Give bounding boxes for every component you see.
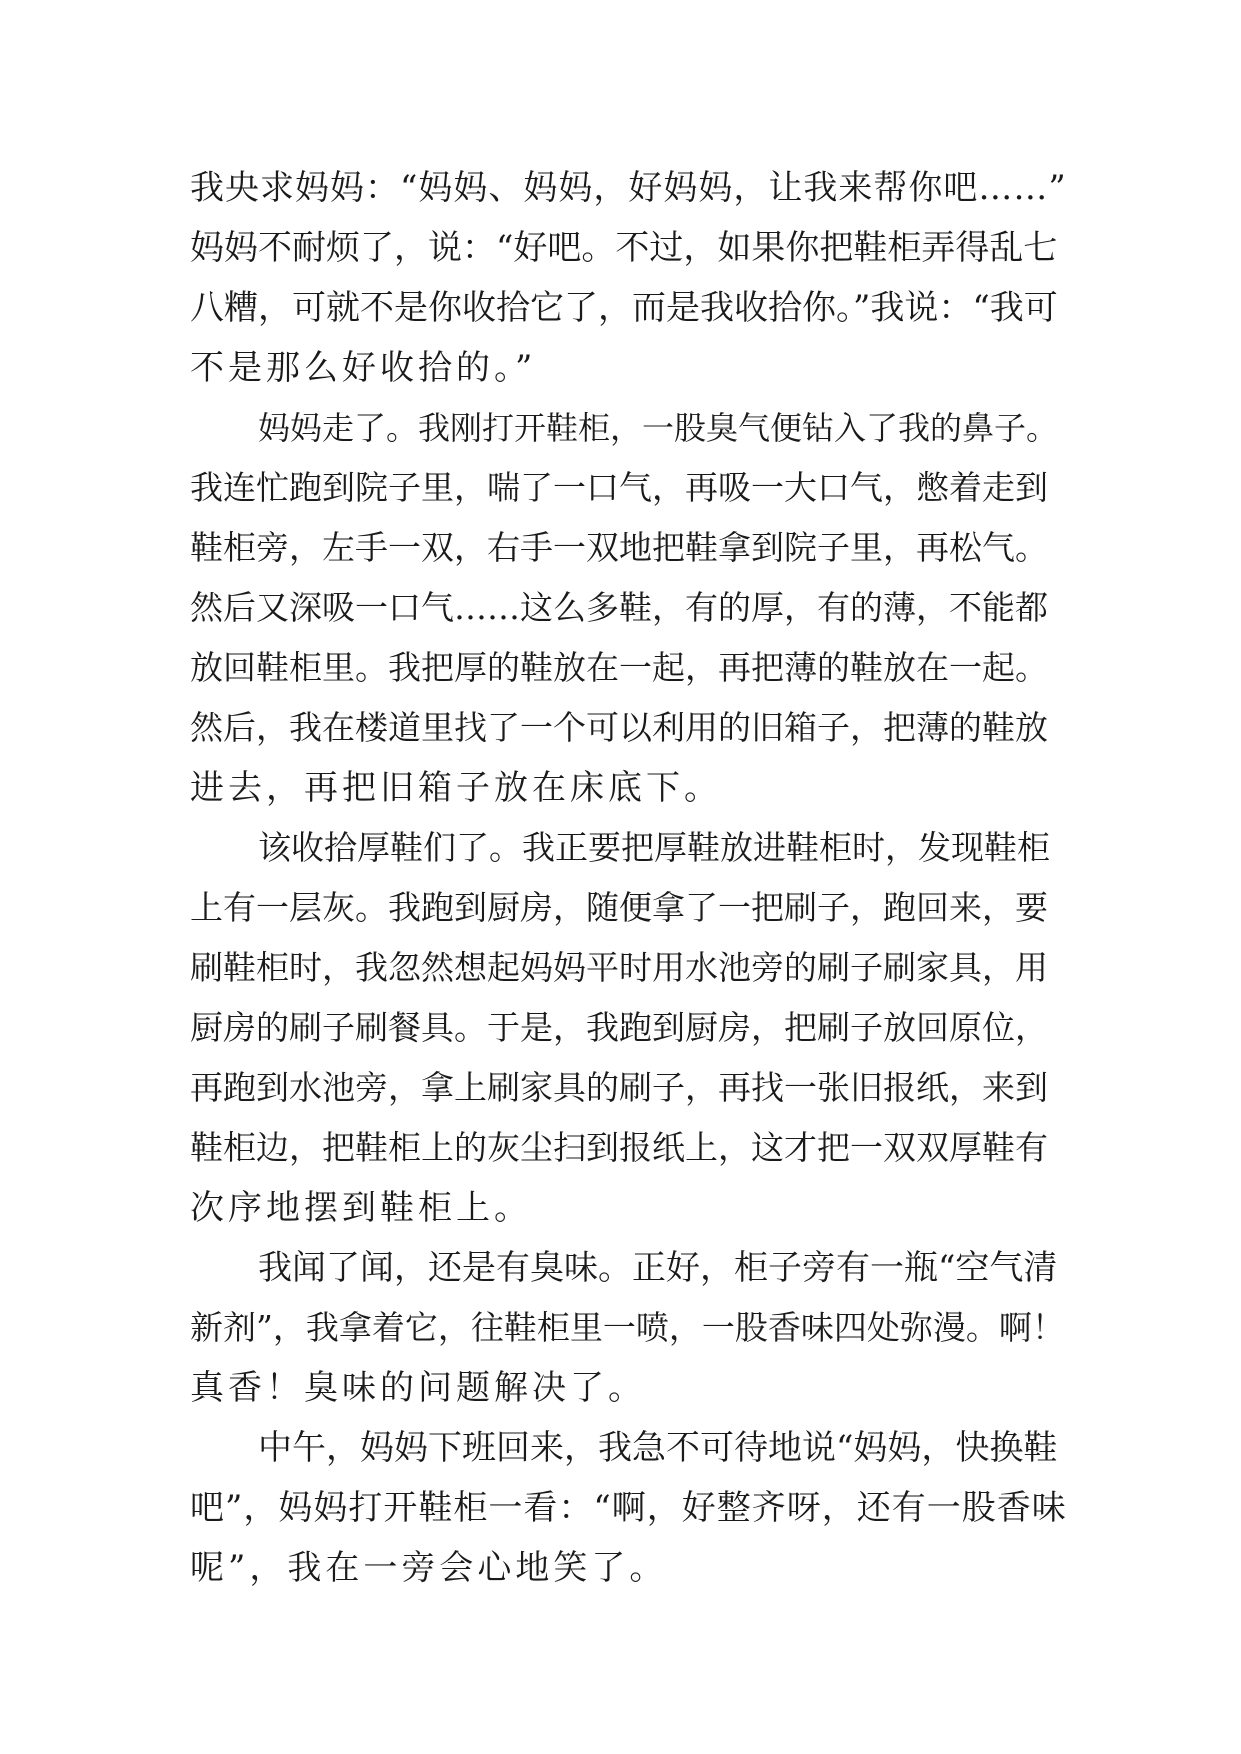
- text-line: 进去，再把旧箱子放在床底下。: [190, 768, 722, 808]
- text-line: 妈妈不耐烦了，说：“好吧。不过，如果你把鞋柜弄得乱七: [190, 228, 1058, 268]
- text-line: 鞋柜边，把鞋柜上的灰尘扫到报纸上，这才把一双双厚鞋有: [190, 1128, 1048, 1167]
- body-text: [190, 158, 1070, 1598]
- text-line: 然后又深吸一口气……这么多鞋，有的厚，有的薄，不能都: [190, 588, 1048, 627]
- text-line: 我央求妈妈：“妈妈、妈妈，好妈妈，让我来帮你吧……”: [190, 168, 1067, 208]
- text-line: 然后，我在楼道里找了一个可以利用的旧箱子，把薄的鞋放: [190, 708, 1048, 747]
- text-line: 吧”，妈妈打开鞋柜一看：“啊，好整齐呀，还有一股香味: [190, 1488, 1067, 1528]
- text-line: 我连忙跑到院子里，喘了一口气，再吸一大口气，憋着走到: [190, 468, 1048, 507]
- text-line: 鞋柜旁，左手一双，右手一双地把鞋拿到院子里，再松气。: [190, 528, 1048, 567]
- text-line: 厨房的刷子刷餐具。于是，我跑到厨房，把刷子放回原位，: [190, 1008, 1048, 1047]
- text-line: 中午，妈妈下班回来，我急不可待地说“妈妈，快换鞋: [258, 1428, 1058, 1468]
- text-line: 再跑到水池旁，拿上刷家具的刷子，再找一张旧报纸，来到: [190, 1068, 1048, 1107]
- text-line: 上有一层灰。我跑到厨房，随便拿了一把刷子，跑回来，要: [190, 888, 1048, 927]
- text-line: 呢”，我在一旁会心地笑了。: [190, 1548, 668, 1588]
- text-line: 真香！臭味的问题解决了。: [190, 1368, 646, 1408]
- text-line: 刷鞋柜时，我忽然想起妈妈平时用水池旁的刷子刷家具，用: [190, 948, 1048, 987]
- text-line: 新剂”，我拿着它，往鞋柜里一喷，一股香味四处弥漫。啊！: [190, 1308, 1065, 1347]
- text-line: 该收拾厚鞋们了。我正要把厚鞋放进鞋柜时，发现鞋柜: [258, 828, 1050, 867]
- text-line: 八糟，可就不是你收拾它了，而是我收拾你。”我说：“我可: [190, 288, 1058, 328]
- text-line: 妈妈走了。我刚打开鞋柜，一股臭气便钻入了我的鼻子。: [258, 409, 1059, 447]
- text-line: 我闻了闻，还是有臭味。正好，柜子旁有一瓶“空气清: [258, 1248, 1058, 1288]
- text-line: 次序地摆到鞋柜上。: [190, 1188, 532, 1228]
- text-line: 不是那么好收拾的。”: [190, 348, 537, 388]
- text-line: 放回鞋柜里。我把厚的鞋放在一起，再把薄的鞋放在一起。: [190, 648, 1048, 687]
